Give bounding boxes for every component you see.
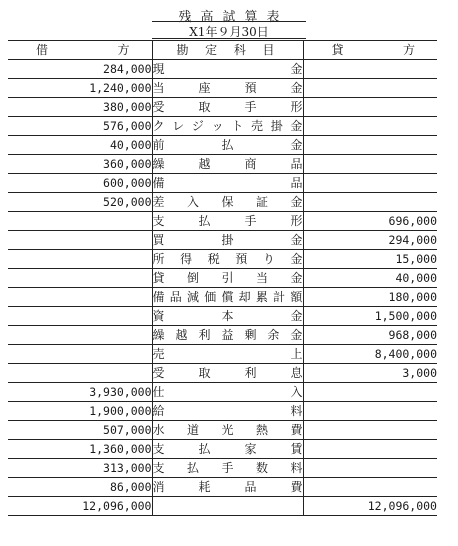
account-name: 備 品 減 価 償 却 累 計 額 [152, 290, 303, 304]
table-row [8, 326, 437, 345]
account-name: 水 道 光 熱 費 [152, 423, 303, 437]
credit-cell [303, 117, 437, 136]
account-cell [152, 193, 303, 212]
account-name: 所 得 税 預 り 金 [152, 252, 303, 266]
debit-cell [8, 307, 152, 326]
account-cell [152, 326, 303, 345]
table-row [8, 155, 437, 174]
credit-cell: 1,500,000 [303, 307, 437, 326]
table-header-row [8, 41, 437, 60]
account-cell [152, 174, 303, 193]
account-cell [152, 250, 303, 269]
credit-cell [303, 421, 437, 440]
table-row [8, 459, 437, 478]
title-underline [152, 21, 306, 22]
account-cell [152, 269, 303, 288]
debit-cell: 360,000 [8, 155, 152, 174]
table-row [8, 478, 437, 497]
credit-cell: 8,400,000 [303, 345, 437, 364]
account-name: 受 取 手 形 [152, 100, 303, 114]
account-header [152, 41, 303, 60]
account-name: 資 本 金 [152, 309, 303, 323]
credit-cell [303, 402, 437, 421]
account-cell [152, 459, 303, 478]
debit-header-char: 方 [117, 43, 130, 57]
table-row [8, 231, 437, 250]
credit-cell [303, 155, 437, 174]
credit-cell: 696,000 [303, 212, 437, 231]
table-row [8, 345, 437, 364]
account-name: 支 払 手 数 料 [152, 461, 303, 475]
account-name: ク レ ジ ッ ト 売 掛 金 [152, 119, 303, 133]
debit-cell: 313,000 [8, 459, 152, 478]
table-row [8, 174, 437, 193]
account-cell [152, 364, 303, 383]
document-date: X1年９月30日 [189, 25, 269, 39]
total-row [8, 497, 437, 516]
account-name: 受 取 利 息 [152, 366, 303, 380]
table-row [8, 212, 437, 231]
credit-cell: 968,000 [303, 326, 437, 345]
credit-cell [303, 193, 437, 212]
credit-cell [303, 79, 437, 98]
table-row [8, 117, 437, 136]
account-cell [152, 383, 303, 402]
total-debit: 12,096,000 [8, 497, 152, 516]
account-name: 支 払 手 形 [152, 214, 303, 228]
debit-cell: 1,240,000 [8, 79, 152, 98]
account-header-char: 定 [205, 43, 218, 57]
credit-cell [303, 383, 437, 402]
table-row [8, 383, 437, 402]
credit-cell [303, 440, 437, 459]
account-cell [152, 136, 303, 155]
table-row [8, 421, 437, 440]
debit-cell [8, 326, 152, 345]
account-name: 備 品 [152, 176, 303, 190]
account-cell [152, 307, 303, 326]
account-name: 売 上 [152, 347, 303, 361]
account-name: 消 耗 品 費 [152, 480, 303, 494]
table-row [8, 193, 437, 212]
table-row [8, 440, 437, 459]
debit-header [8, 41, 152, 60]
debit-cell [8, 345, 152, 364]
account-cell [152, 402, 303, 421]
table-row [8, 250, 437, 269]
account-name: 支 払 家 賃 [152, 442, 303, 456]
debit-cell: 40,000 [8, 136, 152, 155]
debit-cell: 1,900,000 [8, 402, 152, 421]
account-name: 当 座 預 金 [152, 81, 303, 95]
credit-cell [303, 478, 437, 497]
account-cell [152, 440, 303, 459]
debit-cell [8, 212, 152, 231]
account-cell [152, 345, 303, 364]
table-row [8, 60, 437, 79]
credit-cell: 40,000 [303, 269, 437, 288]
debit-cell: 3,930,000 [8, 383, 152, 402]
credit-cell: 15,000 [303, 250, 437, 269]
account-header-char: 科 [233, 43, 246, 57]
credit-cell [303, 98, 437, 117]
account-name: 前 払 金 [152, 138, 303, 152]
account-cell [152, 421, 303, 440]
credit-cell [303, 136, 437, 155]
account-name: 繰 越 商 品 [152, 157, 303, 171]
credit-header-char: 貸 [331, 43, 344, 57]
debit-cell [8, 364, 152, 383]
account-cell [152, 60, 303, 79]
total-credit: 12,096,000 [303, 497, 437, 516]
debit-cell: 1,360,000 [8, 440, 152, 459]
date-underline [152, 38, 306, 39]
account-name: 現 金 [152, 62, 303, 76]
debit-header-char: 借 [36, 43, 49, 57]
trial-balance-table [8, 40, 437, 516]
account-cell [152, 288, 303, 307]
credit-cell: 3,000 [303, 364, 437, 383]
debit-cell: 507,000 [8, 421, 152, 440]
total-account [152, 497, 303, 516]
account-name: 給 料 [152, 404, 303, 418]
table-row [8, 307, 437, 326]
credit-cell [303, 60, 437, 79]
table-row [8, 269, 437, 288]
account-cell [152, 155, 303, 174]
account-cell [152, 98, 303, 117]
debit-cell: 576,000 [8, 117, 152, 136]
table-row [8, 402, 437, 421]
debit-cell [8, 269, 152, 288]
account-name: 仕 入 [152, 385, 303, 399]
credit-cell [303, 459, 437, 478]
account-cell [152, 478, 303, 497]
debit-cell: 520,000 [8, 193, 152, 212]
account-name: 買 掛 金 [152, 233, 303, 247]
debit-cell: 380,000 [8, 98, 152, 117]
debit-cell: 86,000 [8, 478, 152, 497]
account-cell [152, 117, 303, 136]
debit-cell [8, 231, 152, 250]
debit-cell [8, 288, 152, 307]
table-row [8, 98, 437, 117]
table-row [8, 288, 437, 307]
account-cell [152, 79, 303, 98]
table-row [8, 79, 437, 98]
debit-cell: 284,000 [8, 60, 152, 79]
credit-cell: 294,000 [303, 231, 437, 250]
document-title: 残高試算表 [178, 10, 289, 25]
account-name: 貸 倒 引 当 金 [152, 271, 303, 285]
credit-cell [303, 174, 437, 193]
debit-cell [8, 250, 152, 269]
credit-header-char: 方 [402, 43, 415, 57]
account-cell [152, 231, 303, 250]
account-cell [152, 212, 303, 231]
account-name: 繰 越 利 益 剰 余 金 [152, 328, 303, 342]
account-header-char: 目 [262, 43, 275, 57]
credit-header [303, 41, 437, 60]
debit-cell: 600,000 [8, 174, 152, 193]
account-header-char: 勘 [176, 43, 189, 57]
credit-cell: 180,000 [303, 288, 437, 307]
table-row [8, 136, 437, 155]
table-row [8, 364, 437, 383]
account-name: 差 入 保 証 金 [152, 195, 303, 209]
